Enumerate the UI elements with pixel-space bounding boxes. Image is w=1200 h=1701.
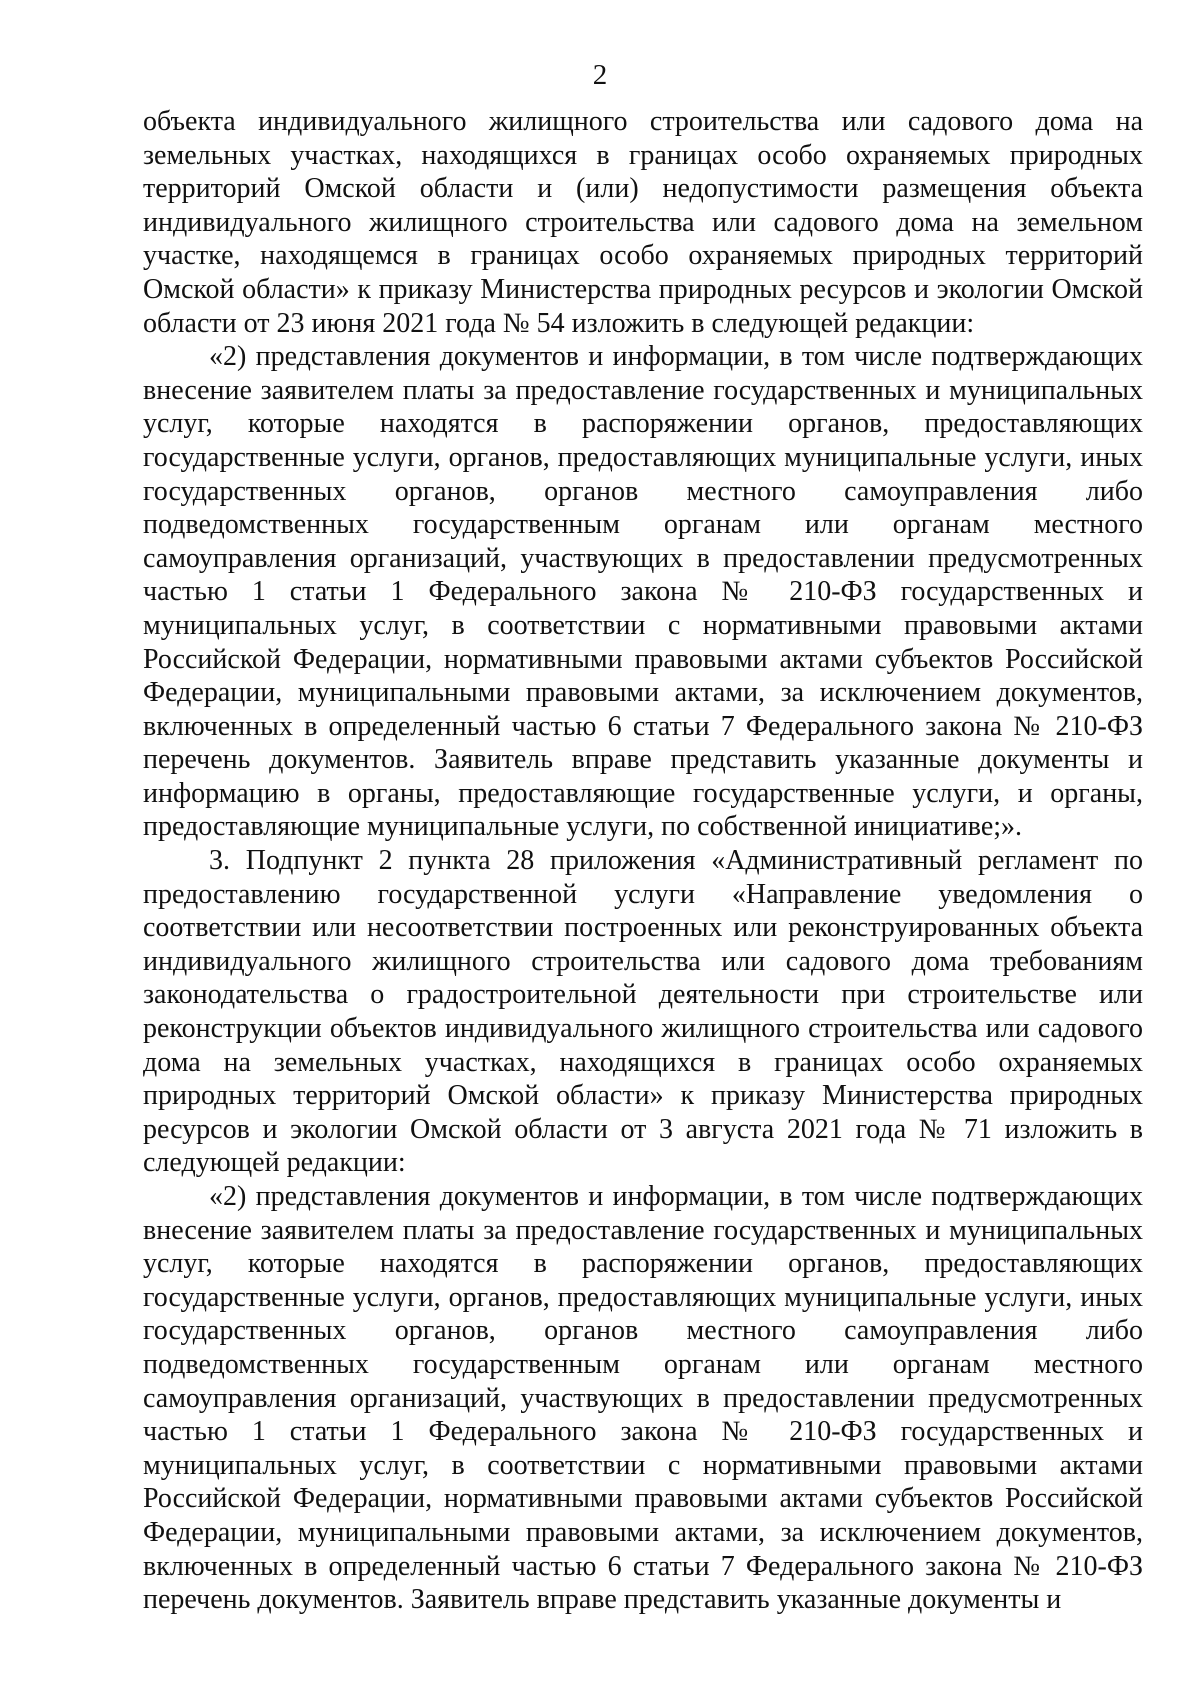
document-body bbox=[143, 105, 1143, 1617]
paragraph-item-3: 3. Подпункт 2 пункта 28 приложения «Административный регламент по предоставлению государственной услуги «Направление уведомления о соответствии или несоответствии построенных или реконструированных объекта индивидуального жилищного строительства или садового дома требованиям законодательства о градостроительной деятельности при строительстве или реконструкции объектов индивидуального жилищного строительства или садового дома на земельных участках, находящихся в границах особо охраняемых природных территорий Омской области» к приказу Министерства природных ресурсов и экологии Омской области от 3 августа 2021 года № 71 изложить в следующей редакции: bbox=[143, 845, 1143, 1179]
paragraph-quoted-item-2: «2) представления документов и информации, в том числе подтверждающих внесение заявителем платы за предоставление государственных и муниципальных услуг, которые находятся в распоряжении органов, предоставляющих государственные услуги, органов, предоставляющих муниципальные услуги, иных государственных органов, органов местного самоуправления либо подведомственных государственным органам или органам местного самоуправления организаций, участвующих в предоставлении предусмотренных частью 1 статьи 1 Федерального закона № 210-ФЗ государственных и муниципальных услуг, в соответствии с нормативными правовыми актами Российской Федерации, нормативными правовыми актами субъектов Российской Федерации, муниципальными правовыми актами, за исключением документов, включенных в определенный частью 6 статьи 7 Федерального закона № 210-ФЗ перечень документов. Заявитель вправе представить указанные документы и информацию в органы, предоставляющие государственные услуги, и органы, предоставляющие муниципальные услуги, по собственной инициативе;». bbox=[143, 341, 1143, 843]
page-number: 2 bbox=[592, 59, 608, 91]
paragraph-quoted-item-2-repeat: «2) представления документов и информации, в том числе подтверждающих внесение заявителем платы за предоставление государственных и муниципальных услуг, которые находятся в распоряжении органов, предоставляющих государственные услуги, органов, предоставляющих муниципальные услуги, иных государственных органов, органов местного самоуправления либо подведомственных государственным органам или органам местного самоуправления организаций, участвующих в предоставлении предусмотренных частью 1 статьи 1 Федерального закона № 210-ФЗ государственных и муниципальных услуг, в соответствии с нормативными правовыми актами Российской Федерации, нормативными правовыми актами субъектов Российской Федерации, муниципальными правовыми актами, за исключением документов, включенных в определенный частью 6 статьи 7 Федерального закона № 210-ФЗ перечень документов. Заявитель вправе представить указанные документы и bbox=[143, 1181, 1143, 1616]
paragraph-continuation: объекта индивидуального жилищного строительства или садового дома на земельных участках, находящихся в границах особо охраняемых природных территорий Омской области и (или) недопустимости размещения объекта индивидуального жилищного строительства или садового дома на земельном участке, находящемся в границах особо охраняемых природных территорий Омской области» к приказу Министерства природных ресурсов и экологии Омской области от 23 июня 2021 года № 54 изложить в следующей редакции: bbox=[143, 106, 1143, 339]
